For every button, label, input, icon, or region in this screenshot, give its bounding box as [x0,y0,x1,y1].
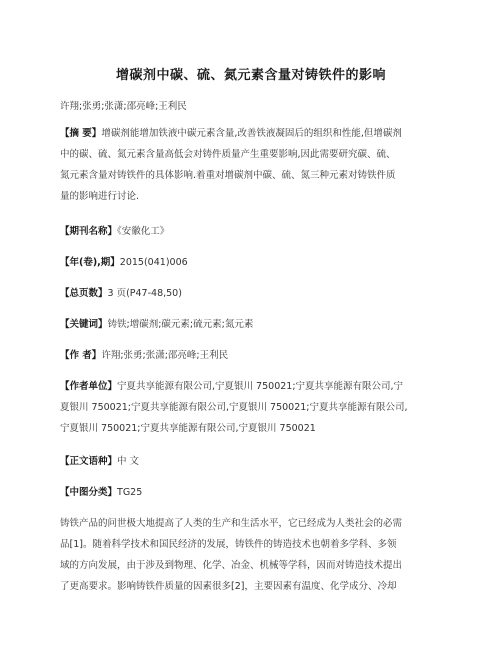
affiliation-line: 夏银川 750021;宁夏共享能源有限公司,宁夏银川 750021;宁夏共享能源有限公司, [60,402,408,413]
abstract-label: 【摘 要】 [60,128,102,139]
affiliation-field [60,376,445,439]
journal-value: 《安徽化工》 [117,226,170,237]
body-line: 了更高要求。影响铸铁件质量的因素很多[2]，主要因素有温度、化学成分、冷却 [60,581,397,592]
keywords-label: 【关键词】 [60,319,108,330]
abstract-line: 中的碳、硫、氮元素含量高低会对铸件质量产生重要影响,因此需要研究碳、硫、 [60,149,396,160]
pages-field [60,283,445,304]
affiliation-label: 【作者单位】 [60,381,118,392]
language-label: 【正文语种】 [60,456,118,467]
keywords-field [60,314,445,335]
classification-field [60,482,445,503]
classification-value: TG25 [117,487,143,498]
body-line: 铸铁产品的问世极大地提高了人类的生产和生活水平，它已经成为人类社会的必需 [60,518,403,529]
abstract-section [60,123,445,207]
issue-value: 2015(041)006 [119,257,188,268]
language-field [60,451,445,472]
author-value: 许翔;张勇;张潇;邵亮峰;王利民 [101,350,229,361]
pages-label: 【总页数】 [60,288,108,299]
body-paragraph [60,513,445,597]
paper-title: 增碳剂中碳、硫、氮元素含量对铸铁件的影响 [115,68,386,83]
language-value: 中 文 [117,456,140,467]
affiliation-line: 宁夏银川 750021;宁夏共享能源有限公司,宁夏银川 750021 [60,423,316,434]
classification-label: 【中图分类】 [60,487,118,498]
issue-label: 【年(卷),期】 [60,257,120,268]
journal-label: 【期刊名称】 [60,226,118,237]
issue-field [60,252,445,273]
abstract-line: 增碳剂能增加铁液中碳元素含量,改善铁液凝固后的组织和性能,但增碳剂 [101,128,402,139]
body-line: 域的方向发展，由于涉及到物理、化学、冶金、机械等学科，因而对铸造技术提出 [60,560,403,571]
affiliation-line: 宁夏共享能源有限公司,宁夏银川 750021;宁夏共享能源有限公司,宁 [117,381,404,392]
author-label: 【作 者】 [60,350,102,361]
author-list: 许翔;张勇;张潇;邵亮峰;王利民 [60,101,187,112]
journal-field [60,221,445,242]
body-line: 品[1]。随着科学技术和国民经济的发展，铸铁件的铸造技术也朝着多学科、多领 [60,539,397,550]
author-field [60,345,445,366]
keywords-value: 铸铁;增碳剂;碳元素;硫元素;氮元素 [107,319,254,330]
abstract-line: 氮元素含量对铸铁件的具体影响.着重对增碳剂中碳、硫、氮三种元素对铸铁件质 [60,170,396,181]
abstract-line: 量的影响进行讨论. [60,191,140,202]
pages-value: 3 页(P47-48,50) [107,288,182,299]
